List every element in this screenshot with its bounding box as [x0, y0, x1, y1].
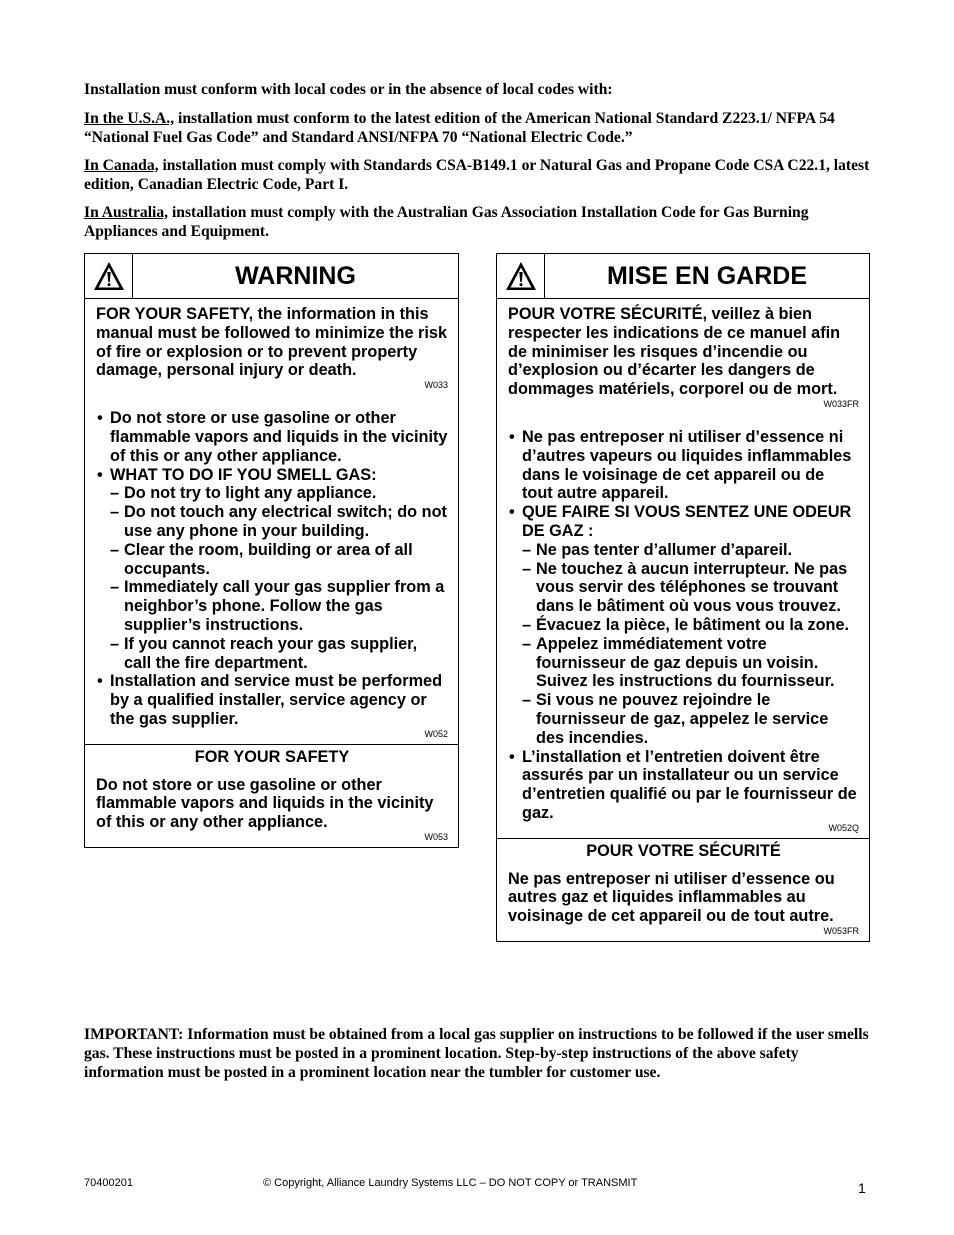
- sub-list-item: – Clear the room, building or area of all occupants.: [110, 541, 448, 579]
- warning-body: [85, 299, 458, 744]
- code-label: W033: [424, 380, 448, 391]
- australia-text: installation must comply with the Australian Gas Association Installation Code for Gas Burning Appliances and Equipment.: [84, 204, 809, 240]
- canada-text: installation must comply with Standards CSA-B149.1 or Natural Gas and Propane Code CSA C22.1, latest edition, Canadian Electric Code, Part I.: [84, 157, 870, 193]
- australia-lead: In Australia,: [84, 204, 169, 221]
- code-label: W052: [424, 728, 448, 739]
- warning-box-english: [84, 253, 459, 848]
- list-item: • Installation and service must be performed by a qualified installer, service agency or the gas supplier.: [96, 672, 448, 728]
- sub-list-item: – Ne pas tenter d’allumer d’apareil.: [522, 541, 859, 560]
- safety-statement: POUR VOTRE SÉCURITÉ, veillez à bien respecter les indications de ce manuel afin de minimiser les risques d’incendie ou d’explosion ou d’écarter les dangers de dommages matériels, corporel ou de mort.: [508, 305, 841, 399]
- smell-gas-heading: QUE FAIRE SI VOUS SENTEZ UNE ODEUR DE GAZ :: [522, 503, 852, 540]
- smell-gas-heading: WHAT TO DO IF YOU SMELL GAS:: [110, 465, 377, 484]
- code-label: W052Q: [828, 822, 859, 833]
- list-item: • L’installation et l’entretien doivent être assurés par un installateur ou un service d’entretien qualifié ou par le fournisseur de gaz.: [508, 748, 859, 823]
- safety-section-title: POUR VOTRE SÉCURITÉ: [586, 841, 781, 860]
- for-your-safety-section: [85, 744, 458, 847]
- important-notice: IMPORTANT: Information must be obtained from a local gas supplier on instructions to be followed if the user smells gas. These instructions must be posted in a prominent location. Step-by-step instructions of the above safety information must be posted in a prominent location near the tumbler for customer use.: [84, 1026, 869, 1081]
- safety-section-body: Ne pas entreposer ni utiliser d’essence ou autres gaz et liquides inflammables au voisinage de cet appareil ou de tout autre.: [508, 869, 835, 926]
- sub-list-item: – Do not touch any electrical switch; do not use any phone in your building.: [110, 503, 448, 541]
- sub-list-item: – Si vous ne pouvez rejoindre le fournisseur de gaz, appelez le service des incendies.: [522, 691, 859, 747]
- safety-section-title: FOR YOUR SAFETY: [194, 747, 350, 766]
- intro-text: [84, 80, 874, 250]
- australia-paragraph: [84, 203, 874, 241]
- code-label: W053: [424, 831, 448, 842]
- usa-lead: In the U.S.A.,: [84, 110, 175, 127]
- sub-list-item: – If you cannot reach your gas supplier, call the fire department.: [110, 635, 448, 673]
- sub-list-item: – Évacuez la pièce, le bâtiment ou la zone.: [522, 616, 859, 635]
- sub-list: [110, 484, 448, 672]
- safety-statement: FOR YOUR SAFETY, the information in this manual must be followed to minimize the risk of fire or explosion or to prevent property damage, personal injury or death.: [96, 305, 448, 380]
- sub-list: [522, 541, 859, 748]
- intro-paragraph: Installation must conform with local codes or in the absence of local codes with:: [84, 81, 613, 98]
- list-item: [508, 503, 859, 747]
- page-number: 1: [858, 1180, 866, 1196]
- sub-list-item: – Do not try to light any appliance.: [110, 484, 448, 503]
- list-item: • Ne pas entreposer ni utiliser d’essence ni d’autres vapeurs ou liquides inflammables dans le voisinage de cet appareil ou de tout autre appareil.: [508, 428, 859, 503]
- canada-paragraph: [84, 156, 874, 194]
- warning-triangle-icon: [497, 254, 545, 298]
- warning-header: [497, 254, 869, 299]
- sub-list-item: – Appelez immédiatement votre fournisseur de gaz depuis un voisin. Suivez les instructions du fournisseur.: [522, 635, 859, 691]
- warning-title: MISE EN GARDE: [606, 262, 808, 290]
- usa-text: installation must conform to the latest edition of the American National Standard Z223.1/ NFPA 54 “National Fuel Gas Code” and Standard ANSI/NFPA 70 “National Electric Code.”: [84, 110, 835, 146]
- code-label: W033FR: [823, 398, 859, 409]
- warning-title: WARNING: [235, 262, 356, 290]
- sub-list-item: – Ne touchez à aucun interrupteur. Ne pas vous servir des téléphones se trouvant dans le bâtiment où vous vous trouvez.: [522, 560, 859, 616]
- safety-section-body: Do not store or use gasoline or other flammable vapors and liquids in the vicinity of this or any other appliance.: [96, 775, 434, 832]
- bullet-list: [96, 409, 448, 729]
- usa-paragraph: [84, 109, 874, 147]
- bullet-list: [508, 428, 859, 823]
- list-item: • Do not store or use gasoline or other flammable vapors and liquids in the vicinity of this or any other appliance.: [96, 409, 448, 465]
- document-number: 70400201: [84, 1177, 133, 1189]
- code-label: W053FR: [823, 925, 859, 936]
- warning-triangle-icon: [85, 254, 133, 298]
- list-item: [96, 466, 448, 673]
- warning-box-french: [496, 253, 870, 942]
- sub-list-item: – Immediately call your gas supplier from a neighbor’s phone. Follow the gas supplier’s instructions.: [110, 578, 448, 634]
- warning-body: [497, 299, 869, 838]
- canada-lead: In Canada,: [84, 157, 159, 174]
- for-your-safety-section: [497, 838, 869, 941]
- warning-header: [85, 254, 458, 299]
- copyright-notice: © Copyright, Alliance Laundry Systems LLC – DO NOT COPY or TRANSMIT: [263, 1177, 638, 1189]
